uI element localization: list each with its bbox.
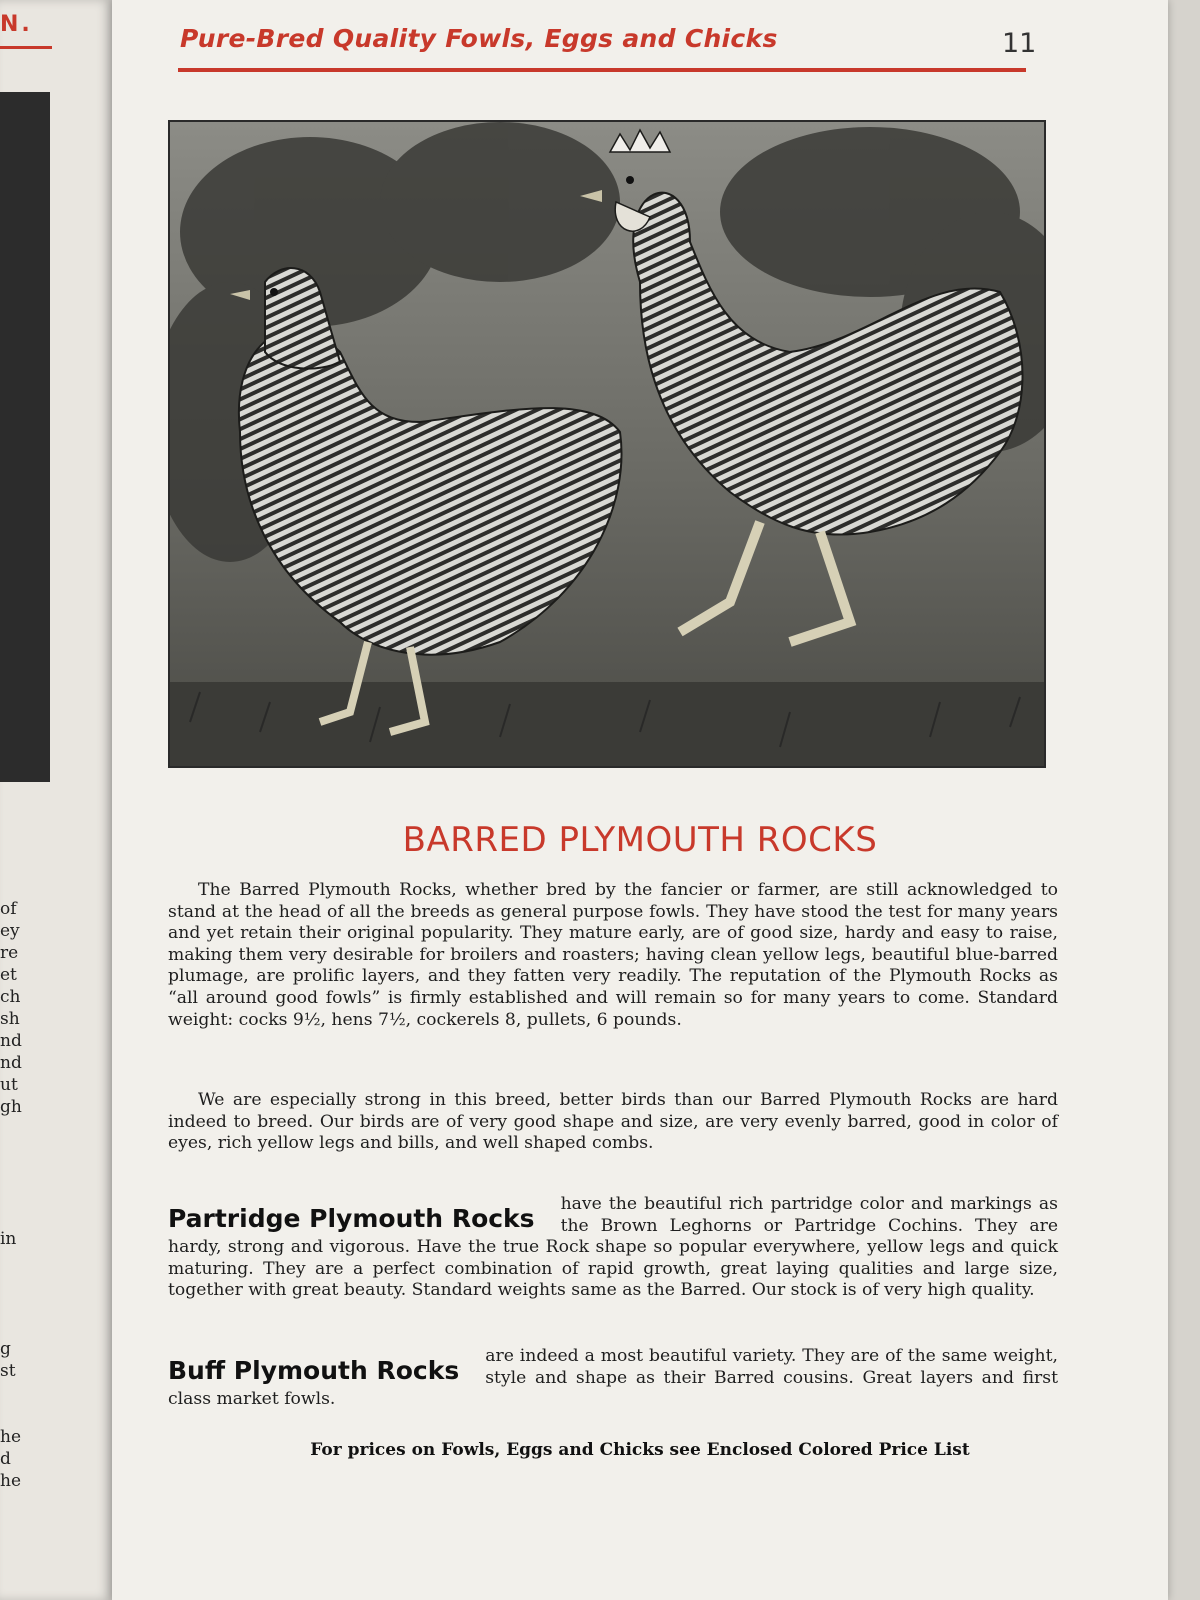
previous-page-text-fragment [0, 1316, 22, 1338]
previous-page-text-fragment: d [0, 1449, 11, 1469]
previous-page-text-fragment [0, 1140, 22, 1162]
previous-page-text-fragment: gh [0, 1097, 22, 1117]
variety-buff [168, 1346, 1058, 1411]
previous-page-text-fragment: ch [0, 987, 21, 1007]
previous-page-text-fragment [0, 1118, 22, 1140]
previous-page-text-fragment [0, 1294, 22, 1316]
previous-page-text-fragment [0, 1272, 22, 1294]
previous-page-text-fragments [0, 898, 22, 1492]
previous-page-text-fragment: sh [0, 1009, 20, 1029]
previous-page-text-fragment [0, 1184, 22, 1206]
breeding-paragraph [168, 1090, 1058, 1155]
variety-name-partridge: Partridge Plymouth Rocks [168, 1204, 535, 1233]
catalog-page [112, 0, 1168, 1600]
page-number: 11 [1002, 28, 1037, 59]
previous-page-text-fragment [0, 1206, 22, 1228]
previous-page-text-fragment: st [0, 1361, 16, 1381]
previous-page-text-fragment: he [0, 1471, 22, 1491]
previous-page-text-fragment [0, 1382, 22, 1404]
intro-paragraph [168, 880, 1058, 1031]
previous-page-text-fragment: re [0, 943, 19, 963]
price-list-note: For prices on Fowls, Eggs and Chicks see Enclosed Colored Price List [310, 1440, 970, 1460]
breed-heading: BARRED PLYMOUTH ROCKS [402, 820, 878, 860]
previous-page-text-fragment: g [0, 1339, 11, 1359]
previous-page-text-fragment: et [0, 965, 17, 985]
previous-page-text-fragment: of [0, 899, 17, 919]
previous-page-text-fragment: nd [0, 1053, 22, 1073]
previous-page-text-fragment [0, 1162, 22, 1184]
chicken-photograph [168, 120, 1046, 768]
breeding-paragraph-text: We are especially strong in this breed, better birds than our Barred Plymouth Rocks are hard indeed to breed. Our birds are of very good shape and size, are very evenly barred, good in color of eyes, rich yellow legs and bills, and well shaped combs. [168, 1090, 1058, 1154]
previous-page-header-fragment: N. [0, 12, 33, 37]
previous-page-text-fragment [0, 1404, 22, 1426]
previous-page-header-rule [0, 46, 52, 49]
previous-page-text-fragment [0, 1250, 22, 1272]
previous-page-edge [0, 0, 112, 1600]
intro-paragraph-text: The Barred Plymouth Rocks, whether bred by the fancier or farmer, are still acknowledged to stand at the head of all the breeds as general purpose fowls. They have stood the test for many years and yet retain their original popularity. They mature early, are of good size, hardy and easy to raise, making them very desirable for broilers and roasters; having clean yellow legs, beautiful blue-barred plumage, are prolific layers, and they fatten very readily. The reputation of the Plymouth Rocks as “all around good fowls” is firmly established and will remain so for many years to come. Standard weight: cocks 9½, hens 7½, cockerels 8, pullets, 6 pounds. [168, 880, 1058, 1030]
header-rule [178, 68, 1026, 72]
page-header-title: Pure-Bred Quality Fowls, Eggs and Chicks [180, 24, 778, 53]
previous-page-text-fragment: ey [0, 921, 20, 941]
previous-page-text-fragment: in [0, 1229, 17, 1249]
previous-page-text-fragment: ut [0, 1075, 18, 1095]
previous-page-photo-edge [0, 92, 50, 782]
variety-text-buff: are indeed a most beautiful variety. They are of the same weight, style and shape as their Barred cousins. Great layers and first class market fowls. [168, 1346, 1058, 1410]
variety-partridge [168, 1194, 1058, 1302]
previous-page-text-fragment: nd [0, 1031, 22, 1051]
variety-text-partridge: have the beautiful rich partridge color and markings as the Brown Leghorns or Partridge Cochins. They are hardy, strong and vigorous. Have the true Rock shape so popular everywhere, yellow legs and quick maturing. They are a perfect combination of rapid growth, great laying qualities and large size, together with great beauty. Standard weights same as the Barred. Our stock is of very high quality. [168, 1194, 1058, 1301]
barred-rock-hen-and-rooster-illustration [170, 122, 1044, 766]
variety-name-buff: Buff Plymouth Rocks [168, 1356, 460, 1385]
previous-page-text-fragment: he [0, 1427, 22, 1447]
